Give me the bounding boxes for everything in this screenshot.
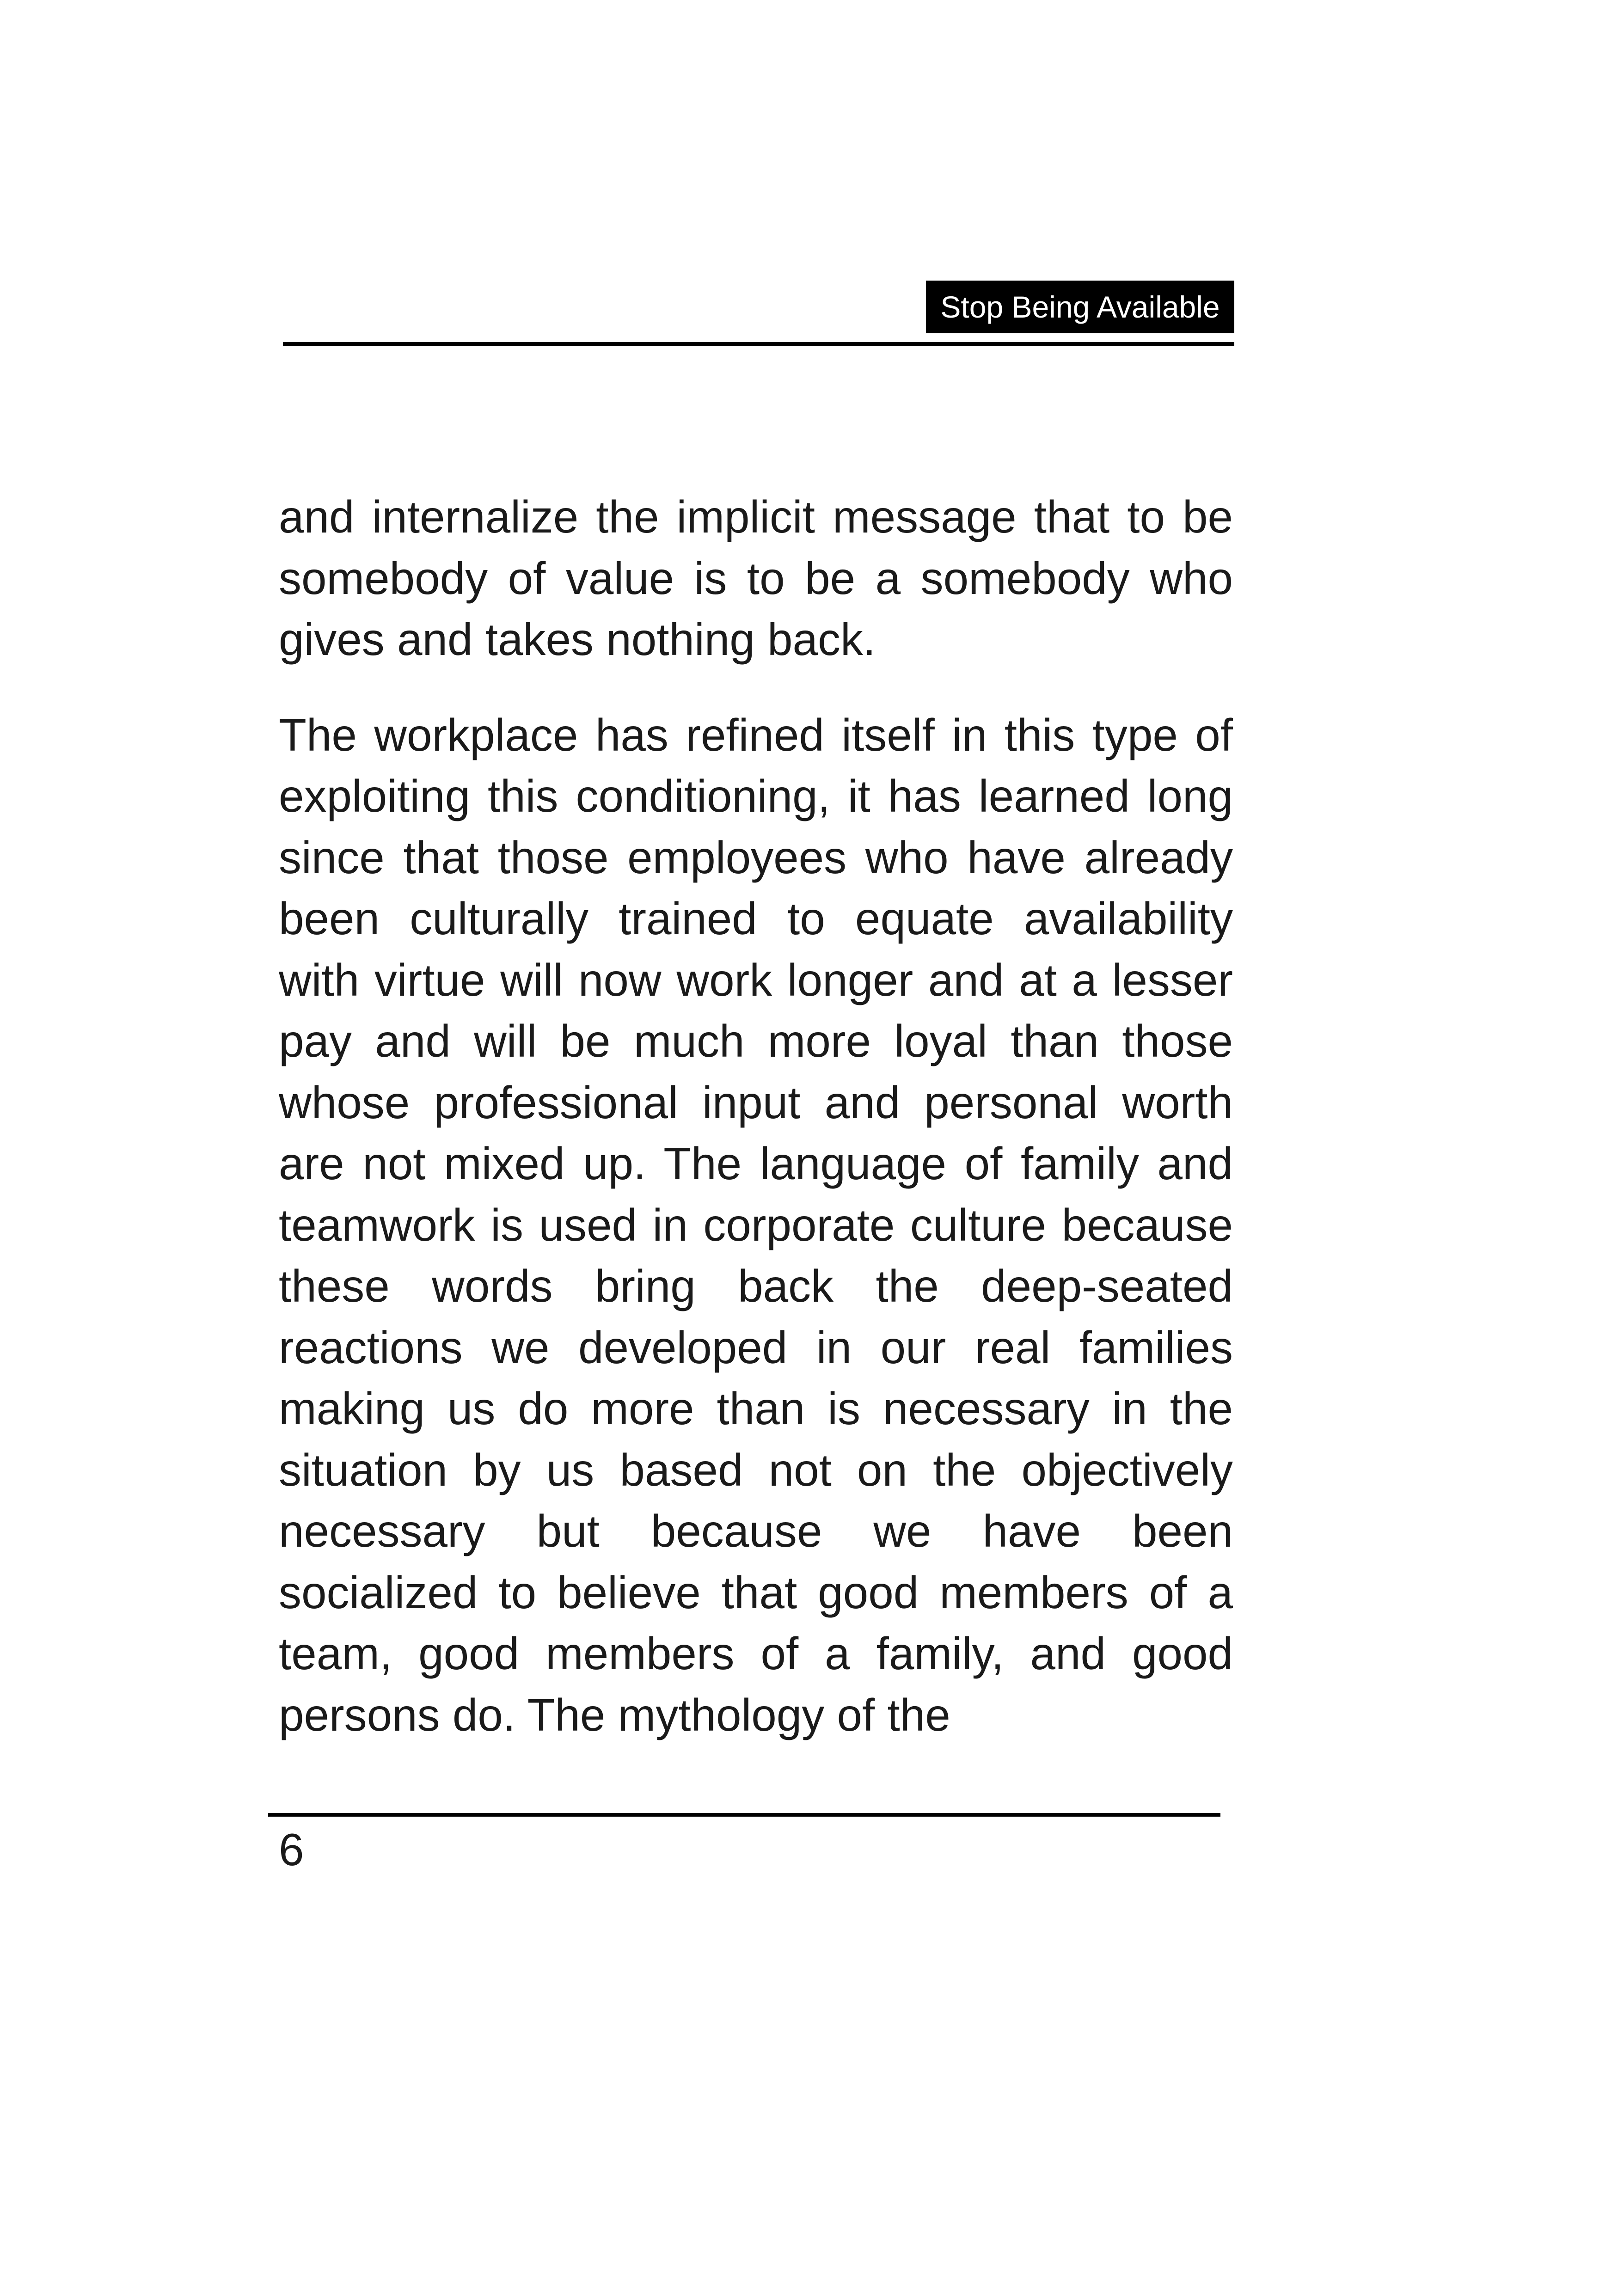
header-divider xyxy=(283,342,1234,346)
footer-divider xyxy=(268,1813,1220,1817)
page-number: 6 xyxy=(279,1824,304,1875)
paragraph: The workplace has refined itself in this type of exploiting this conditioning, it has learned long since that those employees who have already been culturally trained to equate availability with virtue will now work longer and at a lesser pay and will be much more loyal than those whose professional input and personal worth are not mixed up. The language of family and teamwork is used in corporate culture because these words bring back the deep-seated reactions we developed in our real families making us do more than is necessary in the situation by us based not on the objectively necessary but because we have been socialized to believe that good members of a team, good members of a family, and good persons do. The mythology of the xyxy=(279,709,1233,1740)
running-header-title: Stop Being Available xyxy=(926,281,1234,333)
paragraph: and internalize the implicit message that to be somebody of value is to be a somebody who gives and takes nothing back. xyxy=(279,491,1233,665)
body-text xyxy=(279,486,1233,1745)
